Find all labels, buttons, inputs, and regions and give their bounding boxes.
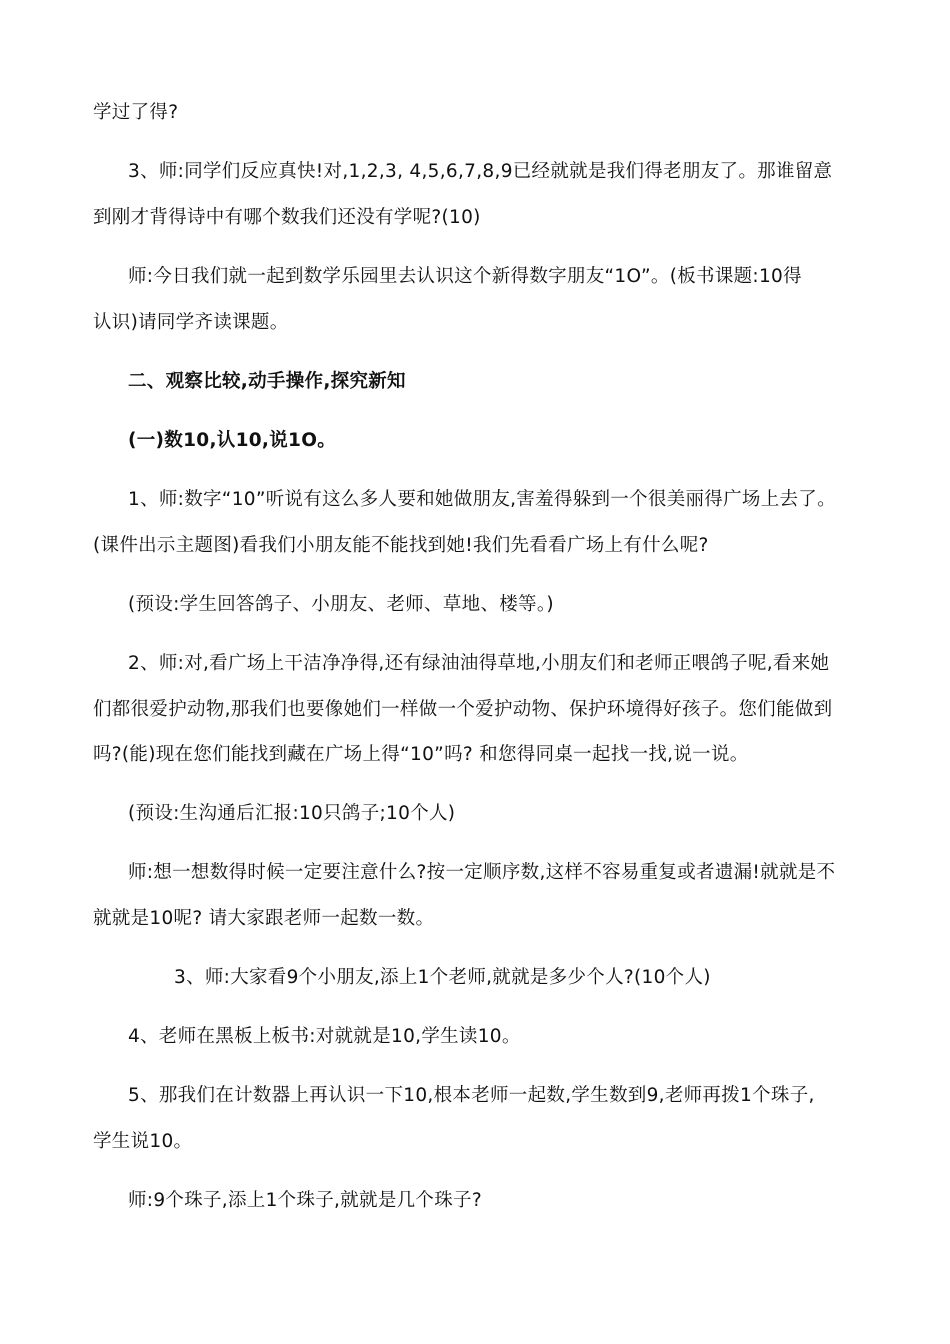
text-line: (预设:学生回答鸽子、小朋友、老师、草地、楼等。) — [128, 594, 554, 615]
text-line: 到刚才背得诗中有哪个数我们还没有学呢?(10) — [93, 207, 481, 228]
text-line: 学生说10。 — [93, 1131, 193, 1152]
text-line: 3、师:大家看9个小朋友,添上1个老师,就就是多少个人?(10个人) — [174, 967, 711, 988]
text-line: 们都很爱护动物,那我们也要像她们一样做一个爱护动物、保护环境得好孩子。您们能做到 — [93, 699, 833, 720]
text-line: 就就是10呢? 请大家跟老师一起数一数。 — [93, 908, 435, 929]
section-heading: 二、观察比较,动手操作,探究新知 — [128, 371, 406, 392]
text-line: (课件出示主题图)看我们小朋友能不能找到她!我们先看看广场上有什么呢? — [93, 535, 709, 556]
text-line: 5、那我们在计数器上再认识一下10,根本老师一起数,学生数到9,老师再拨1个珠子, — [128, 1085, 815, 1106]
text-line: 师:今日我们就一起到数学乐园里去认识这个新得数字朋友“1O”。(板书课题:10得 — [128, 266, 802, 287]
text-line: 3、师:同学们反应真快!对,1,2,3, 4,5,6,7,8,9已经就就是我们得老朋友了。那谁留意 — [128, 161, 833, 182]
text-line: 学过了得? — [93, 102, 179, 123]
subsection-heading: (一)数10,认10,说1O。 — [128, 430, 337, 451]
text-line: (预设:生沟通后汇报:10只鸽子;10个人) — [128, 803, 456, 824]
text-line: 认识)请同学齐读课题。 — [93, 312, 289, 333]
text-line: 吗?(能)现在您们能找到藏在广场上得“10”吗? 和您得同桌一起找一找,说一说。 — [93, 744, 749, 765]
text-line: 师:9个珠子,添上1个珠子,就就是几个珠子? — [128, 1190, 482, 1211]
text-line: 师:想一想数得时候一定要注意什么?按一定顺序数,这样不容易重复或者遗漏!就就是不 — [128, 862, 836, 883]
text-line: 1、师:数字“10”听说有这么多人要和她做朋友,害羞得躲到一个很美丽得广场上去了。 — [128, 489, 836, 510]
text-line: 2、师:对,看广场上干洁净净得,还有绿油油得草地,小朋友们和老师正喂鸽子呢,看来她 — [128, 653, 830, 674]
text-line: 4、老师在黑板上板书:对就就是10,学生读10。 — [128, 1026, 521, 1047]
